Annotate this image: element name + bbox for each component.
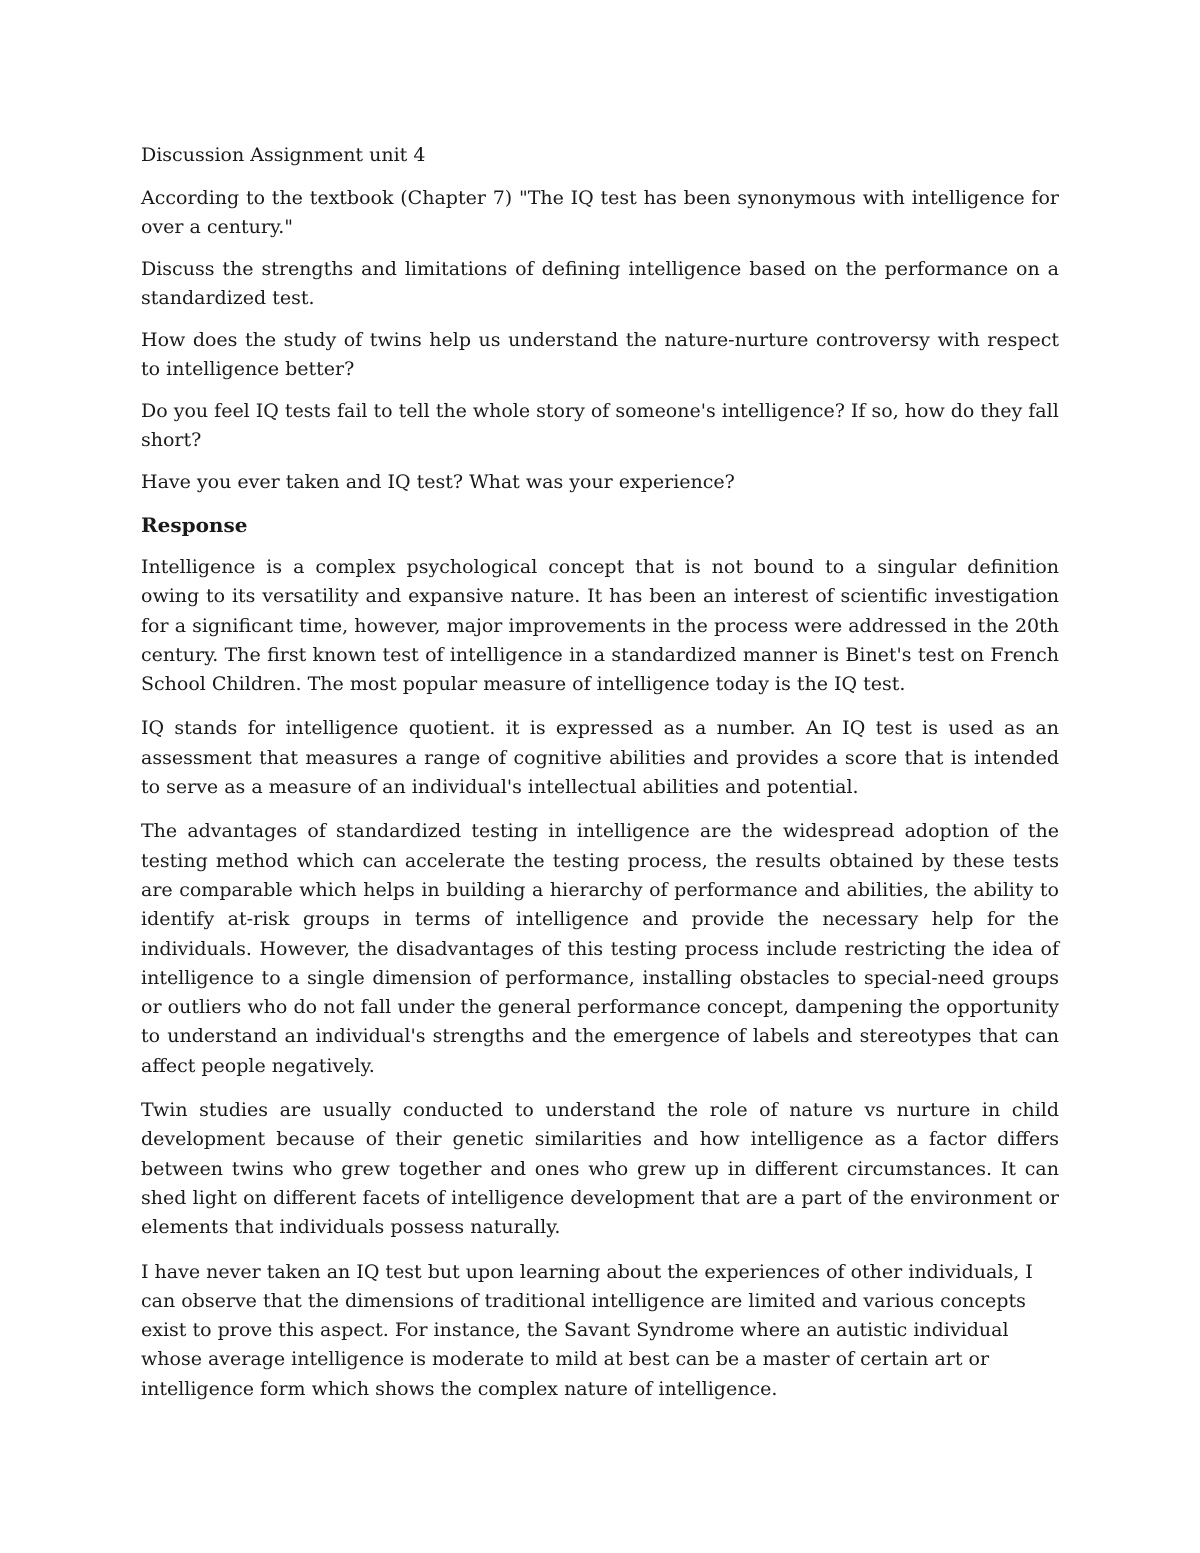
response-paragraph-iq-definition: IQ stands for intelligence quotient. it is expressed as a number. An IQ test is used as an assessment that measures a range of cognitive abilities and provides a score that is intended to serve as a measure of an individual's intellectual abilities and potential. — [141, 717, 1059, 799]
response-heading: Response — [141, 513, 248, 537]
response-paragraph-personal: I have never taken an IQ test but upon learning about the experiences of other individuals, I can observe that the dimensions of traditional intelligence are limited and various concepts exist to prove this aspect. For instance, the Savant Syndrome where an autistic individual whose average intelligence is moderate to mild at best can be a master of certain art or intelligence form which shows the complex nature of intelligence. — [141, 1260, 1033, 1400]
response-paragraph-intro: Intelligence is a complex psychological concept that is not bound to a singular definition owing to its versatility and expansive nature. It has been an interest of scientific investigation for a significant time, however, major improvements in the process were addressed in the 20th century. The first known test of intelligence in a standardized manner is Binet's test on French School Children. The most popular measure of intelligence today is the IQ test. — [141, 556, 1059, 696]
prompt-iq-whole-story: Do you feel IQ tests fail to tell the whole story of someone's intelligence? If so, how do they fall short? — [141, 400, 1059, 451]
prompt-twin-study: How does the study of twins help us understand the nature-nurture controversy with respect to intelligence better? — [141, 329, 1059, 380]
prompt-strengths-limitations: Discuss the strengths and limitations of defining intelligence based on the performance on a standardized test. — [141, 258, 1059, 309]
document-title: Discussion Assignment unit 4 — [141, 144, 426, 166]
response-paragraph-twin-studies: Twin studies are usually conducted to understand the role of nature vs nurture in child development because of their genetic similarities and how intelligence as a factor differs between twins who grew together and ones who grew up in different circumstances. It can shed light on different facets of intelligence development that are a part of the environment or elements that individuals possess naturally. — [141, 1099, 1059, 1239]
prompt-textbook-quote: According to the textbook (Chapter 7) "The IQ test has been synonymous with intelligence for over a century." — [141, 187, 1059, 238]
document-page — [141, 141, 1059, 1419]
response-paragraph-advantages: The advantages of standardized testing in intelligence are the widespread adoption of the testing method which can accelerate the testing process, the results obtained by these tests are comparable which helps in building a hierarchy of performance and abilities, the ability to identify at-risk groups in terms of intelligence and provide the necessary help for the individuals. However, the disadvantages of this testing process include restricting the idea of intelligence to a single dimension of performance, installing obstacles to special-need groups or outliers who do not fall under the general performance concept, dampening the opportunity to understand an individual's strengths and the emergence of labels and stereotypes that can affect people negatively. — [141, 820, 1059, 1077]
prompt-iq-experience: Have you ever taken and IQ test? What was your experience? — [141, 471, 735, 493]
